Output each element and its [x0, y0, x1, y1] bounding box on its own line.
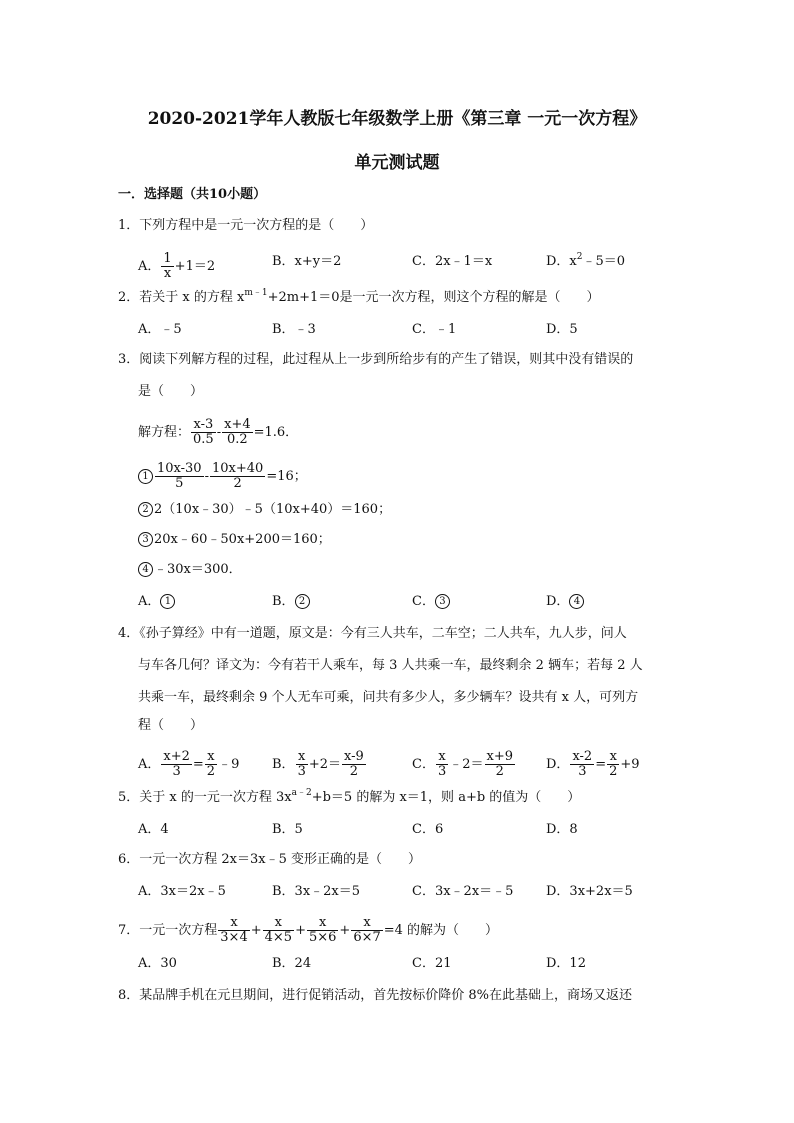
- circled-number-icon: 2: [295, 594, 310, 609]
- fraction: $\frac{x-9}{2}$: [344, 749, 364, 779]
- q7-option-b: B．24: [272, 956, 312, 971]
- q4-option-b: B． $\frac{x}{3}$ +2＝ $\frac{x-9}{2}$: [272, 749, 364, 779]
- q3-step-2: 2 2（10x﹣30）﹣5（10x+40）＝160；: [138, 500, 391, 520]
- fraction: $\frac{x}{4\times 5}$: [264, 915, 293, 945]
- q1-option-d: D．$x^2﹣5=0$: [546, 252, 626, 269]
- question-8-line1: 8．某品牌手机在元旦期间，进行促销活动，首先按标价降价 8%在此基础上，商场又返还: [118, 988, 633, 1003]
- page-title: 2020-2021学年人教版七年级数学上册《第三章 一元一次方程》: [147, 109, 647, 129]
- fraction: $\frac{x+2}{3}$: [163, 749, 190, 779]
- question-3-stem-line1: 3．阅读下列解方程的过程，此过程从上一步到所给步有的产生了错误，则其中没有错误的: [118, 352, 634, 367]
- question-3-stem-line2: 是（ ）: [138, 384, 204, 399]
- circled-number-icon: 4: [138, 562, 153, 577]
- question-4-line3: 共乘一车，最终剩余 9 个人无车可乘，问共有多少人，多少辆车？设共有 x 人，可列方: [138, 690, 639, 705]
- fraction: $\frac{x}{3}$: [437, 749, 447, 779]
- q6-option-d: D．3x+2x＝5: [546, 884, 633, 899]
- fraction: $\frac{x}{2}$: [609, 749, 618, 779]
- q4-option-c: C． $\frac{x}{3}$ ﹣2＝ $\frac{x+9}{2}$: [412, 749, 514, 779]
- q3-option-b: B． 2: [272, 592, 311, 612]
- circled-number-icon: 2: [138, 502, 153, 517]
- fraction: $\frac{10x-30}{5}$: [157, 461, 202, 491]
- question-5-stem: 5．关于 x 的一元一次方程 $3x^{a﹣2}+b=5$ 的解为 x＝1，则 a+b 的值为（ ）: [118, 788, 581, 805]
- fraction: $\frac{10x+40}{2}$: [212, 461, 264, 491]
- q5-option-a: A．4: [138, 822, 169, 837]
- q7-option-a: A．30: [138, 956, 177, 971]
- q5-option-c: C．6: [412, 822, 444, 837]
- circled-number-icon: 1: [160, 594, 175, 609]
- fraction: $\frac{x+9}{2}$: [486, 749, 514, 779]
- question-1-stem: 1．下列方程中是一元一次方程的是（ ）: [118, 218, 374, 233]
- fraction: $\frac{x-3}{0.5}$: [193, 417, 214, 447]
- q2-option-c: C．﹣1: [412, 322, 457, 337]
- q7-option-d: D．12: [546, 956, 586, 971]
- q5-option-d: D．8: [546, 822, 578, 837]
- page-subtitle: 单元测试题: [354, 153, 440, 173]
- q6-option-a: A．3x＝2x﹣5: [138, 884, 226, 899]
- q7-option-c: C．21: [412, 956, 452, 971]
- q3-step-4: 4 ﹣30x＝300．: [138, 560, 242, 580]
- fraction: $\frac{x}{6\times 7}$: [353, 915, 381, 945]
- question-4-line1: 4．《孙子算经》中有一道题，原文是：今有三人共车，二车空；二人共车，九人步，问人: [118, 626, 627, 641]
- fraction: $\frac{1}{x}$: [163, 251, 172, 281]
- q3-option-a: A． 1: [138, 592, 176, 612]
- q3-option-c: C． 3: [412, 592, 451, 612]
- question-4-line4: 程（ ）: [138, 718, 204, 733]
- question-4-line2: 与车各几何？译文为：今有若干人乘车，每 3 人共乘一车，最终剩余 2 辆车；若每 2 人: [138, 658, 643, 673]
- q3-step-1: 1 $\frac{10x-30}{5}$ - $\frac{10x+40}{2}$ =16；: [138, 462, 307, 491]
- q1-option-c: C．2x﹣1＝x: [412, 254, 493, 269]
- q1-option-b: B．x+y＝2: [272, 254, 342, 269]
- q3-option-d: D． 4: [546, 592, 585, 612]
- q1-option-a: A． $\frac{1}{x}$ +1＝2: [138, 251, 216, 281]
- q6-option-b: B．3x﹣2x＝5: [272, 884, 361, 899]
- fraction: $\frac{x}{3}$: [297, 749, 306, 779]
- section-heading: 一．选择题（共10小题）: [118, 187, 267, 202]
- fraction: $\frac{x}{3\times 4}$: [220, 915, 248, 945]
- q2-option-a: A．﹣5: [138, 322, 182, 337]
- q6-option-c: C．3x﹣2x＝﹣5: [412, 884, 514, 899]
- fraction: $\frac{x}{5\times 6}$: [308, 915, 337, 945]
- q4-option-d: D． $\frac{x-2}{3}$ = $\frac{x}{2}$ +9: [546, 749, 640, 779]
- q4-option-a: A． $\frac{x+2}{3}$ = $\frac{x}{2}$ ﹣9: [138, 749, 240, 779]
- q5-option-b: B．5: [272, 822, 303, 837]
- question-2-stem: 2．若关于 x 的方程 $x^{m﹣1}+2m+1=0$是一元一次方程，则这个方程的解是（ ）: [118, 288, 600, 305]
- q2-option-b: B．﹣3: [272, 322, 316, 337]
- circled-number-icon: 4: [569, 594, 584, 609]
- fraction: $\frac{x}{2}$: [206, 749, 216, 779]
- circled-number-icon: 1: [138, 469, 153, 484]
- circled-number-icon: 3: [435, 594, 450, 609]
- q3-step-3: 3 20x﹣60﹣50x+200＝160；: [138, 530, 331, 550]
- q3-equation: 解方程： $\frac{x-3}{0.5}$ - $\frac{x+4}{0.2}$ =1.6．: [138, 417, 299, 447]
- q2-option-d: D．5: [546, 322, 578, 337]
- circled-number-icon: 3: [138, 532, 153, 547]
- question-6-stem: 6．一元一次方程 2x＝3x﹣5 变形正确的是（ ）: [118, 852, 422, 867]
- fraction: $\frac{x-2}{3}$: [572, 749, 593, 779]
- option-label: A．: [138, 259, 161, 274]
- question-7-stem: 7．一元一次方程 $\frac{x}{3\times 4}$ + $\frac{x}{4\times 5}$ + $\frac{x}{5\times 6}$ + $\frac{x}{6\times 7}$ =4 的解为（ ）: [118, 915, 499, 945]
- fraction: $\frac{x+4}{0.2}$: [224, 417, 251, 447]
